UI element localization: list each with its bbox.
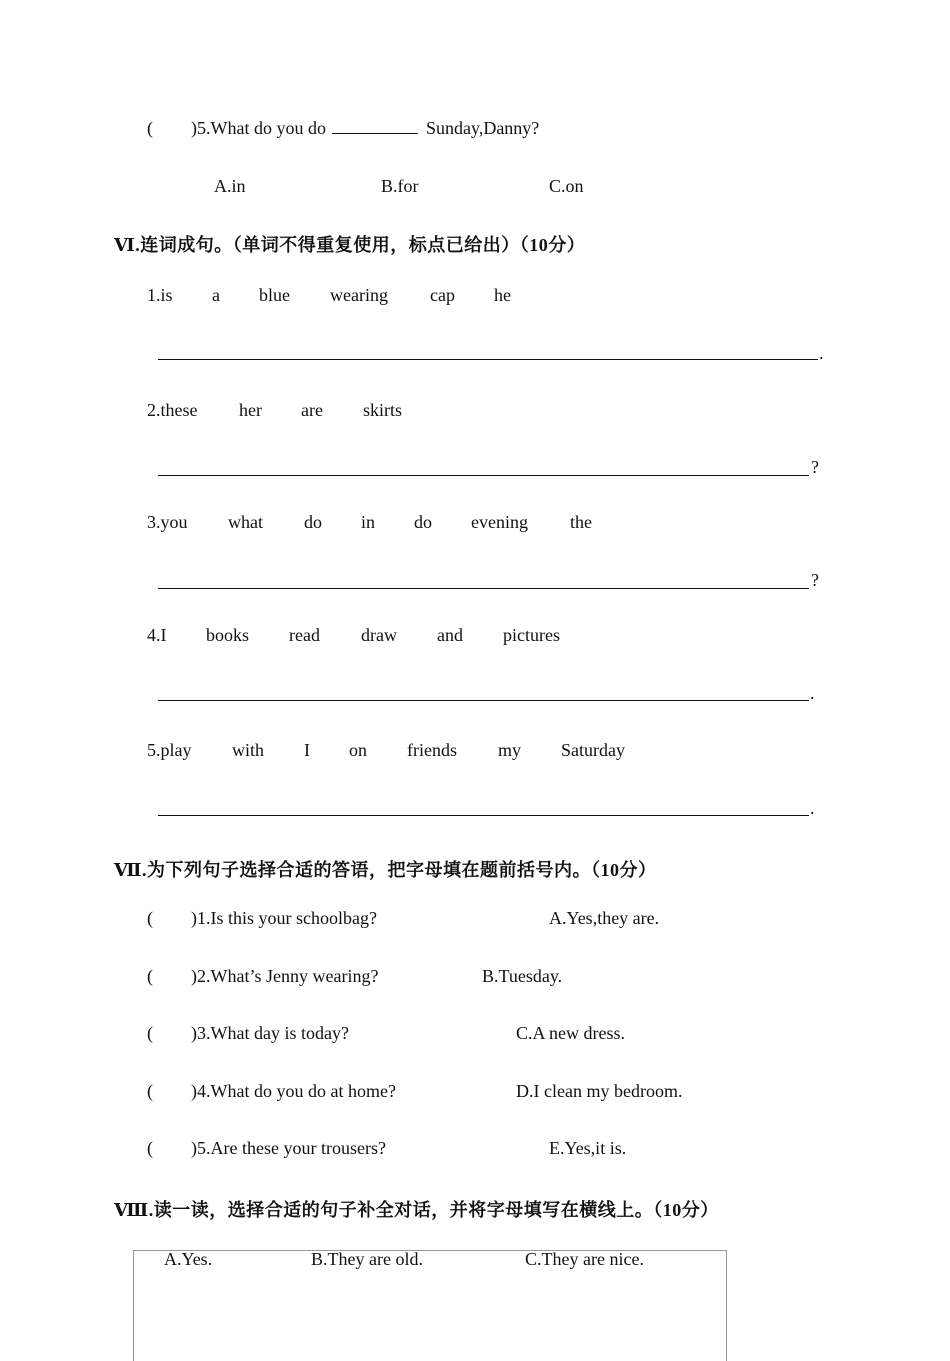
- answer-paren[interactable]: (: [147, 1023, 153, 1043]
- question: )1.Is this your schoolbag?: [191, 908, 377, 928]
- answer-option: C.A new dress.: [516, 1023, 625, 1043]
- end-punctuation: .: [810, 798, 815, 818]
- word: with: [232, 740, 265, 760]
- q5-option-a: A.in: [214, 176, 246, 196]
- answer-option: E.Yes,it is.: [549, 1138, 627, 1158]
- word: he: [494, 285, 511, 305]
- answer-line[interactable]: [158, 815, 809, 816]
- q5-prefix: )5.What do you do: [191, 118, 326, 138]
- section7-heading: Ⅶ.为下列句子选择合适的答语，把字母填在题前括号内。（10分）: [114, 860, 657, 880]
- word: 3.you: [147, 512, 188, 532]
- end-punctuation: .: [819, 343, 824, 363]
- section8-option-a: A.Yes.: [164, 1249, 213, 1269]
- word: a: [212, 285, 220, 305]
- word: wearing: [330, 285, 388, 305]
- answer-line[interactable]: [158, 700, 809, 701]
- section8-heading: Ⅷ.读一读，选择合适的句子补全对话，并将字母填写在横线上。（10分）: [114, 1200, 719, 1220]
- word: her: [239, 400, 262, 420]
- word: do: [304, 512, 322, 532]
- word: blue: [259, 285, 290, 305]
- question: )5.Are these your trousers?: [191, 1138, 386, 1158]
- question: )2.What’s Jenny wearing?: [191, 966, 379, 986]
- answer-line[interactable]: [158, 475, 809, 476]
- word: in: [361, 512, 376, 532]
- word: evening: [471, 512, 528, 532]
- word: draw: [361, 625, 397, 645]
- answer-option: B.Tuesday.: [482, 966, 563, 986]
- word: 5.play: [147, 740, 192, 760]
- answer-line[interactable]: [158, 588, 809, 589]
- word: skirts: [363, 400, 403, 420]
- word: the: [570, 512, 592, 532]
- q5-option-b: B.for: [381, 176, 419, 196]
- word: 4.I: [147, 625, 167, 645]
- word: are: [301, 400, 323, 420]
- word: read: [289, 625, 320, 645]
- end-punctuation: ?: [811, 570, 819, 590]
- answer-paren[interactable]: (: [147, 1138, 153, 1158]
- question: )3.What day is today?: [191, 1023, 349, 1043]
- word: I: [304, 740, 310, 760]
- answer-option: D.I clean my bedroom.: [516, 1081, 683, 1101]
- answer-paren[interactable]: (: [147, 1081, 153, 1101]
- word: my: [498, 740, 522, 760]
- word: pictures: [503, 625, 560, 645]
- question: )4.What do you do at home?: [191, 1081, 396, 1101]
- answer-paren[interactable]: (: [147, 908, 153, 928]
- section8-option-b: B.They are old.: [311, 1249, 423, 1269]
- word: books: [206, 625, 250, 645]
- end-punctuation: ?: [811, 457, 819, 477]
- answer-option: A.Yes,they are.: [549, 908, 660, 928]
- word: 1.is: [147, 285, 173, 305]
- answer-line[interactable]: [158, 359, 818, 360]
- answer-paren[interactable]: (: [147, 966, 153, 986]
- q5-option-c: C.on: [549, 176, 584, 196]
- word: on: [349, 740, 367, 760]
- word: Saturday: [561, 740, 625, 760]
- word: what: [228, 512, 263, 532]
- q5-paren: (: [147, 118, 153, 138]
- word: cap: [430, 285, 455, 305]
- word: friends: [407, 740, 457, 760]
- q5-question: [191, 118, 539, 139]
- section8-option-c: C.They are nice.: [525, 1249, 644, 1269]
- q5-suffix: Sunday,Danny?: [425, 118, 540, 138]
- q5-answer-blank[interactable]: [332, 119, 418, 134]
- section6-heading: Ⅵ.连词成句。（单词不得重复使用，标点已给出）（10分）: [114, 235, 586, 255]
- word: and: [437, 625, 463, 645]
- end-punctuation: .: [810, 683, 815, 703]
- word: do: [414, 512, 432, 532]
- word: 2.these: [147, 400, 198, 420]
